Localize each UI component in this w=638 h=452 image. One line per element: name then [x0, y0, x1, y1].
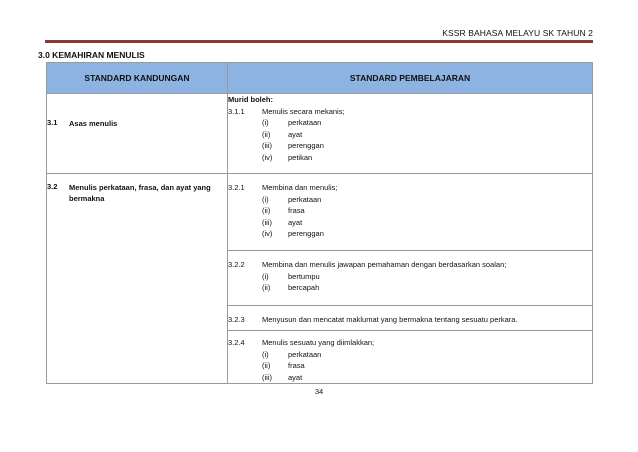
list-item: (iii) perenggan: [262, 141, 324, 150]
page-number: 34: [314, 387, 324, 396]
list-item: (iv) petikan: [262, 152, 313, 162]
list-item: (iii) ayat: [262, 372, 303, 382]
list-item: (ii) frasa: [262, 361, 305, 370]
table-row: [47, 94, 593, 174]
section-title: 3.0 KEMAHIRAN MENULIS: [38, 50, 145, 60]
list-item: (i) perkataan: [262, 194, 322, 204]
standard-text: Menulis sesuatu yang diimlakkan;: [262, 338, 375, 347]
standard-text: Membina dan menulis jawapan pemahaman dengan berdasarkan soalan;: [262, 260, 507, 269]
list-item: (iv) perenggan: [262, 229, 324, 238]
pembelajaran-cell: [228, 306, 593, 331]
standard-code: 3.2.2: [228, 260, 245, 269]
header-standard-pembelajaran: STANDARD PEMBELAJARAN: [228, 63, 593, 94]
kandungan-text: Menulis perkataan, frasa, dan ayat yang bermakna: [69, 183, 211, 203]
list-item: (iii) ayat: [262, 217, 303, 227]
standard-text: Menulis secara mekanis;: [262, 106, 345, 116]
header-rule: [45, 40, 593, 43]
standard-code: 3.1.1: [228, 106, 245, 116]
list-item: (ii) ayat: [262, 129, 303, 139]
running-header: KSSR BAHASA MELAYU SK TAHUN 2: [442, 28, 593, 38]
learning-standard: [228, 259, 592, 271]
pembelajaran-cell: [228, 94, 593, 174]
learning-standard: [228, 106, 592, 118]
pembelajaran-cell: [228, 251, 593, 306]
kandungan-cell: [47, 174, 228, 384]
learning-standard: [228, 337, 592, 349]
list-item: (i) perkataan: [262, 349, 322, 359]
table-row: [47, 174, 593, 251]
murid-boleh-label: Murid boleh:: [228, 95, 273, 104]
standard-text: Menyusun dan mencatat maklumat yang bermakna tentang sesuatu perkara.: [262, 315, 518, 324]
learning-standard: [228, 314, 592, 326]
header-standard-kandungan: STANDARD KANDUNGAN: [47, 63, 228, 94]
learning-standard: [228, 182, 592, 194]
list-item: (ii) frasa: [262, 206, 305, 215]
pembelajaran-cell: [228, 331, 593, 384]
kandungan-text: Asas menulis: [69, 118, 118, 128]
standard-code: 3.2.3: [228, 315, 245, 324]
kandungan-number: 3.2: [47, 182, 58, 191]
kandungan-cell: [47, 94, 228, 174]
standards-table: [46, 62, 593, 384]
standard-code: 3.2.1: [228, 183, 245, 192]
standard-code: 3.2.4: [228, 338, 245, 347]
kandungan-number: 3.1: [47, 117, 58, 127]
pembelajaran-cell: [228, 174, 593, 251]
standard-text: Membina dan menulis;: [262, 183, 338, 192]
list-item: (i) perkataan: [262, 118, 322, 127]
table-header-row: [47, 63, 593, 94]
list-item: (i) bertumpu: [262, 271, 320, 281]
list-item: (ii) bercapah: [262, 283, 320, 292]
